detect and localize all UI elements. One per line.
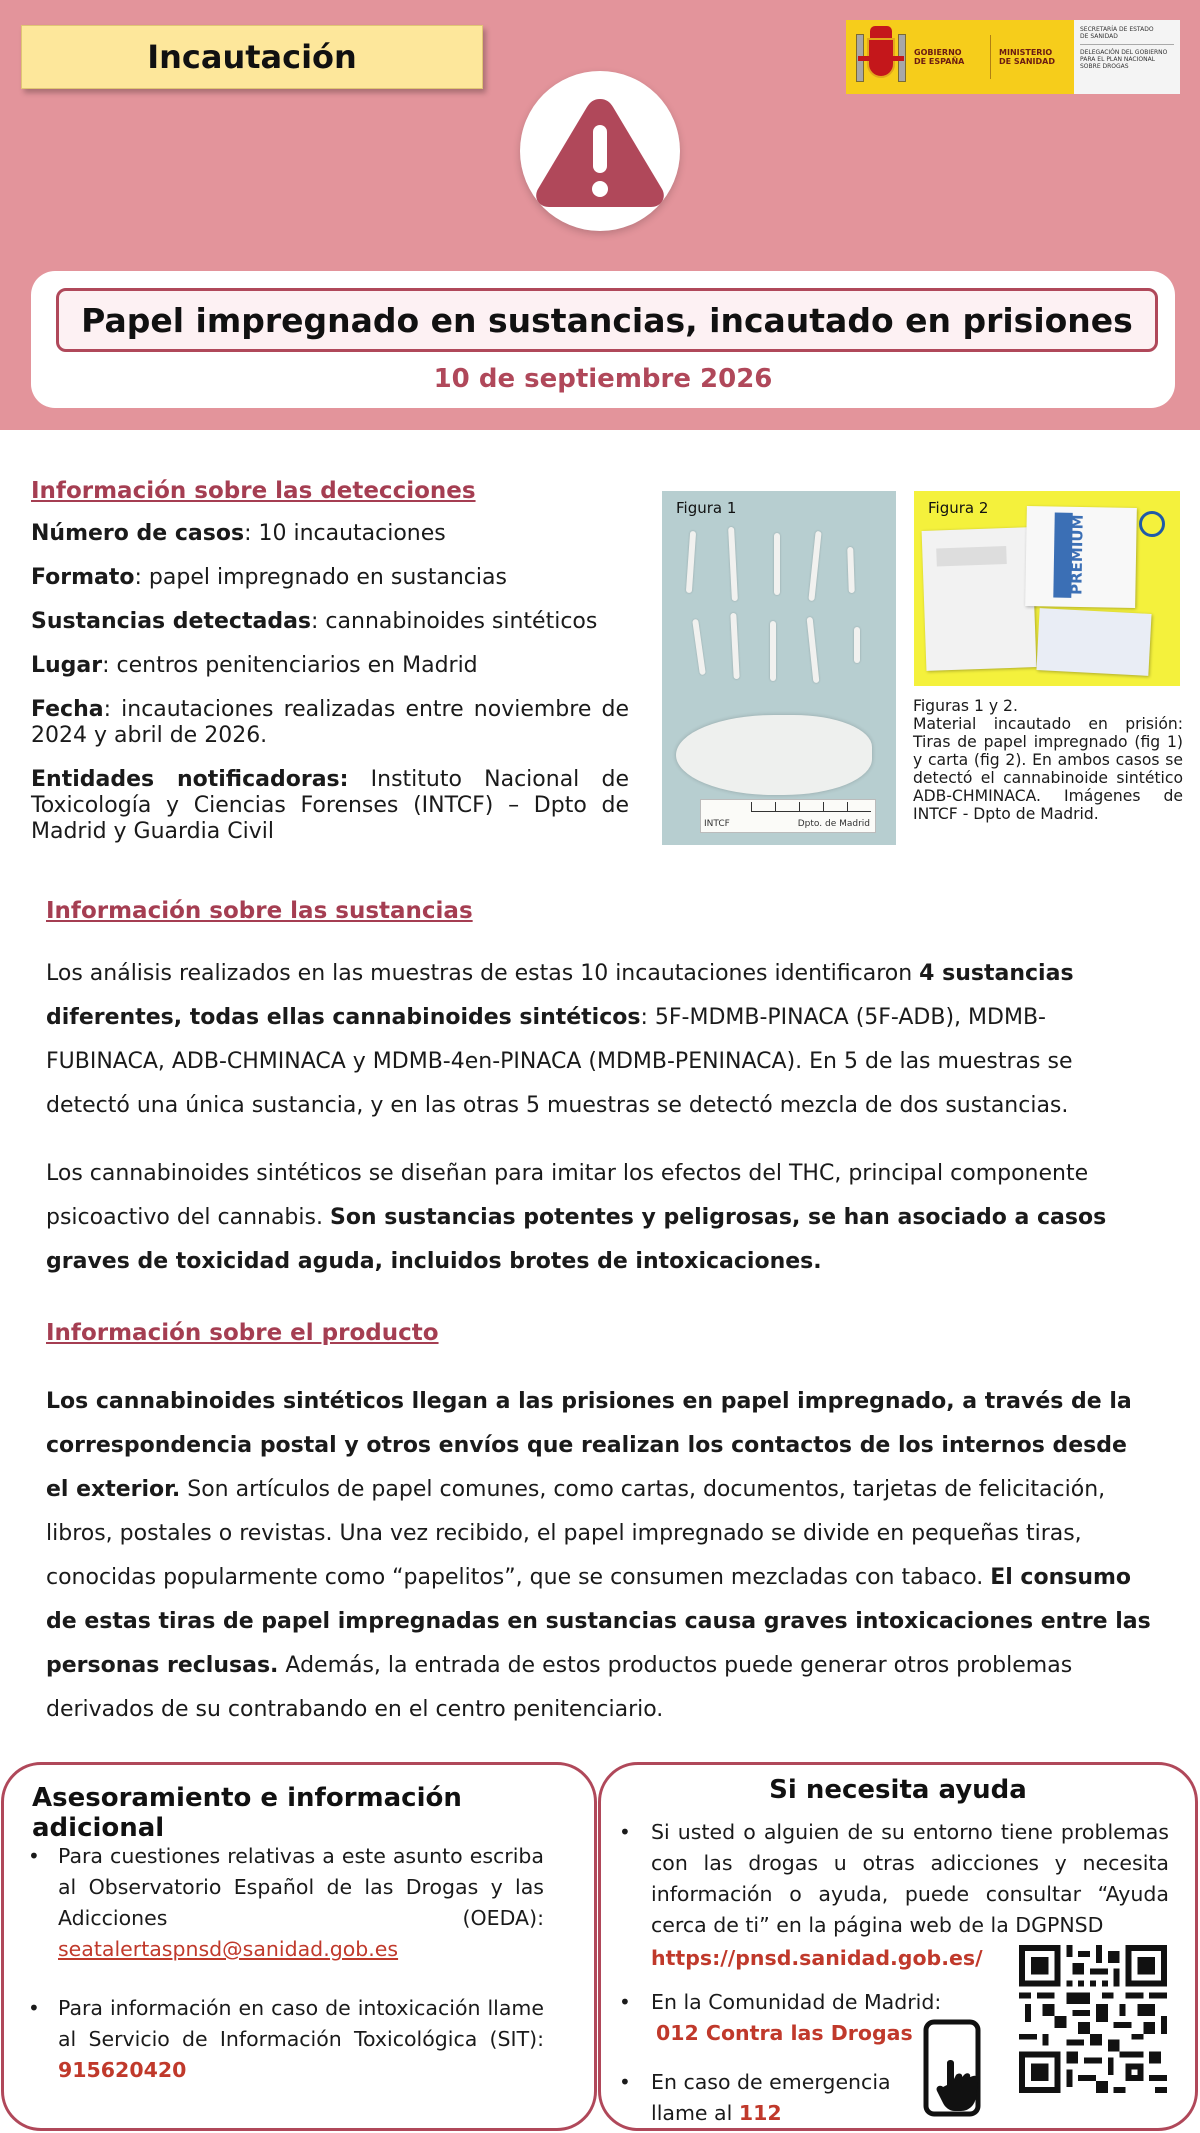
substances-heading: Información sobre las sustancias [46, 898, 473, 924]
gov-label-1: GOBIERNO DE ESPAÑA [914, 48, 965, 66]
spain-crest-icon [856, 26, 906, 88]
detection-date: Fecha: incautaciones realizadas entre noviembre de 2024 y abril de 2026. [31, 697, 629, 748]
help-item-web: • Si usted o alguien de su entorno tiene problemas con las drogas u otras adicciones y necesita información o ayuda, puede consultar “Ayuda cerca de ti” en la página web de la DGPNSD [619, 1820, 1169, 1937]
detections-heading: Información sobre las detecciones [31, 478, 476, 504]
sit-phone-number[interactable]: 915620420 [58, 2058, 187, 2082]
publication-date: 10 de septiembre 2026 [433, 364, 773, 394]
warning-icon [530, 91, 670, 211]
government-logo [846, 20, 1180, 94]
header-banner [0, 0, 1200, 430]
detection-substances: Sustancias detectadas: cannabinoides sintéticos [31, 609, 598, 634]
scale-ruler: INTCF Dpto. de Madrid [700, 799, 876, 833]
oeda-email-link[interactable]: seatalertaspnsd@sanidad.gob.es [58, 1937, 399, 1961]
detection-entities: Entidades notificadoras: Instituto Nacional de Toxicología y Ciencias Forenses (INTCF) – Dpto de Madrid y Guardia Civil [31, 767, 629, 844]
warning-badge [520, 71, 680, 231]
detection-cases: Número de casos: 10 incautaciones [31, 521, 446, 546]
advice-item-sit: • Para información en caso de intoxicación llame al Servicio de Información Toxicológica (SIT): 915620420 [28, 1996, 544, 2082]
detection-format: Formato: papel impregnado en sustancias [31, 565, 507, 590]
figure-2-photo [914, 491, 1180, 686]
detections-list [31, 521, 629, 863]
figure-caption: Figuras 1 y 2. Material incautado en prisión: Tiras de papel impregnado (fig 1) y carta (fig 2). En ambos casos se detectó el cannabinoide sintético ADB-CHMINACA. Imágenes de INTCF - Dpto de Madrid. [913, 697, 1183, 823]
help-item-emergency: • En caso de emergencia llame al 112 [619, 2070, 891, 2125]
postal-logo-icon [1139, 511, 1165, 537]
gov-label-3: SECRETARÍA DE ESTADO DE SANIDAD [1080, 26, 1154, 40]
help-title: Si necesita ayuda [769, 1775, 1027, 1805]
madrid-helpline[interactable]: 012 Contra las Drogas [656, 2021, 913, 2045]
page-title: Papel impregnado en sustancias, incautado en prisiones [56, 288, 1158, 352]
alert-type-tag: Incautación [21, 25, 483, 89]
phone-tap-icon [923, 2019, 987, 2123]
emergency-number[interactable]: 112 [738, 2101, 782, 2125]
premium-envelope-text: PREMIUM [1067, 514, 1087, 596]
help-item-madrid: • En la Comunidad de Madrid: [619, 1990, 942, 2014]
figure-2-label: Figura 2 [928, 499, 989, 517]
advice-box [1, 1762, 597, 2131]
advice-title: Asesoramiento e información adicional [32, 1783, 462, 1843]
substances-paragraph-2: Los cannabinoides sintéticos se diseñan para imitar los efectos del THC, principal componente psicoactivo del cannabis. Son sustancias potentes y peligrosas, se han asociado a casos graves de toxicidad aguda, incluidos brotes de intoxicaciones. [46, 1161, 1107, 1274]
detection-place: Lugar: centros penitenciarios en Madrid [31, 653, 478, 678]
pnsd-url-link[interactable]: https://pnsd.sanidad.gob.es/ [651, 1946, 983, 1970]
product-paragraph: Los cannabinoides sintéticos llegan a las prisiones en papel impregnado, a través de la correspondencia postal y otros envíos que realizan los contactos de los internos desde el exterior. Son artículos de papel comunes, como cartas, documentos, tarjetas de felicitación, libros, postales o revistas. Una vez recibido, el papel impregnado se divide en pequeñas tiras, conocidas popularmente como “papelitos”, que se consumen mezcladas con tabaco. El consumo de estas tiras de papel impregnadas en sustancias causa graves intoxicaciones entre las personas reclusas. Además, la entrada de estos productos puede generar otros problemas derivados de su contrabando en el centro penitenciario. [46, 1389, 1151, 1722]
figure-1-label: Figura 1 [676, 499, 737, 517]
qr-code[interactable] [1019, 1945, 1167, 2093]
gov-label-2: MINISTERIO DE SANIDAD [999, 48, 1055, 66]
substances-paragraph-1: Los análisis realizados en las muestras de estas 10 incautaciones identificaron 4 sustancias diferentes, todas ellas cannabinoides sintéticos: 5F-MDMB-PINACA (5F-ADB), MDMB-FUBINACA, ADB-CHMINACA y MDMB-4en-PINACA (MDMB-PENINACA). En 5 de las muestras se detectó una única sustancia, y en las otras 5 muestras se detectó mezcla de dos sustancias. [46, 961, 1074, 1118]
product-heading: Información sobre el producto [46, 1320, 439, 1346]
title-card [31, 271, 1175, 408]
gov-label-4: DELEGACIÓN DEL GOBIERNO PARA EL PLAN NACIONAL SOBRE DROGAS [1080, 49, 1168, 70]
figure-1-photo [662, 491, 896, 845]
advice-item-oeda: • Para cuestiones relativas a este asunto escriba al Observatorio Español de las Drogas y las Adicciones (OEDA): seatalertaspnsd@sanidad.gob.es [28, 1844, 544, 1961]
help-box [598, 1762, 1198, 2131]
